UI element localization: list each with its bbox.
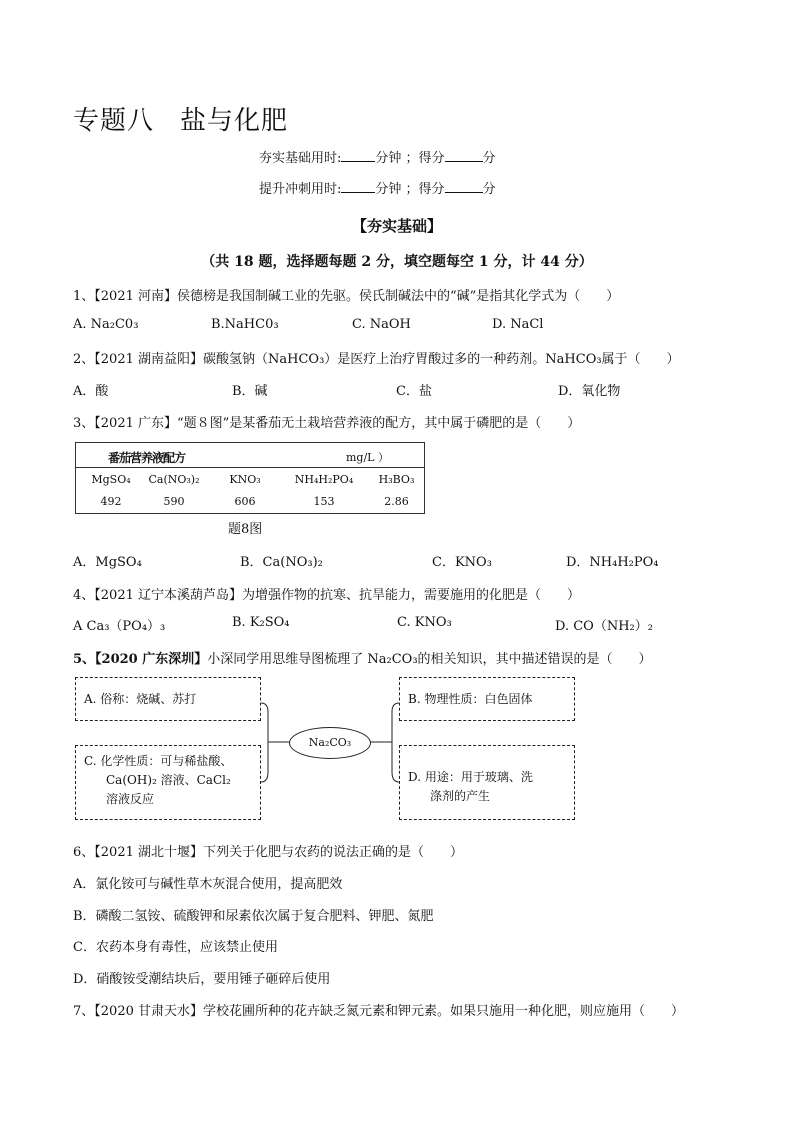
mind-map-center: Na₂CO₃: [289, 727, 371, 759]
section-note: （共 18 题，选择题每题 2 分，填空题每空 1 分，计 44 分）: [201, 254, 593, 270]
question-7: 7、【2020 甘肃天水】学校花圃所种的花卉缺乏氮元素和钾元素。如果只施用一种化肥，则应施用（ ）: [73, 1004, 685, 1019]
q6-option-b: B．磷酸二氢铵、硫酸钾和尿素依次属于复合肥料、钾肥、氮肥: [73, 909, 434, 924]
title-sub: 盐与化肥: [180, 106, 289, 136]
table-col-header: KNO₃: [229, 473, 261, 486]
question-2: 2、【2021 湖南益阳】碳酸氢钠（NaHCO₃）是医疗上治疗胃酸过多的一种药剂。NaHCO₃属于（ ）: [73, 352, 680, 367]
q2-option-a: A．酸: [73, 384, 109, 399]
q2-option-d: D．氧化物: [558, 384, 621, 399]
table-unit: mg/L ）: [346, 451, 389, 464]
table-cell: 606: [234, 495, 256, 508]
table-col-header: Ca(NO₃)₂: [148, 473, 200, 486]
q4-option-a: A Ca₃（PO₄）₃: [73, 619, 166, 634]
q3-option-c: C．KNO₃: [432, 555, 492, 570]
table-cell: 153: [313, 495, 335, 508]
q6-option-a: A．氯化铵可与碱性草木灰混合使用，提高肥效: [73, 877, 343, 892]
mind-map-box-c: C. 化学性质：可与稀盐酸、 Ca(OH)₂ 溶液、CaCl₂ 溶液反应: [75, 745, 261, 820]
q3-option-a: A．MgSO₄: [73, 555, 142, 570]
table-cell: 492: [100, 495, 122, 508]
table-cell: 590: [163, 495, 185, 508]
timer-basic: 夯实基础用时: 分钟 ；得分 分: [259, 151, 496, 166]
title-main: 专题八: [73, 106, 155, 136]
q1-option-b: B.NaHC0₃: [211, 317, 279, 332]
table-head: 番茄营养液配方: [108, 451, 186, 465]
q3-option-b: B．Ca(NO₃)₂: [240, 555, 323, 570]
mind-map-box-a: A. 俗称：烧碱、苏打: [75, 677, 261, 721]
mind-map-box-d: D. 用途：用于玻璃、洗 涤剂的产生: [399, 745, 575, 820]
question-6: 6、【2021 湖北十堰】下列关于化肥与农药的说法正确的是（ ）: [73, 845, 464, 860]
q1-option-a: A. Na₂C0₃: [73, 317, 139, 332]
question-5: 5、【2020 广东深圳】小深同学用思维导图梳理了 Na₂CO₃的相关知识，其中描述错误的是（ ）: [73, 652, 652, 667]
timer-advanced: 提升冲刺用时: 分钟 ；得分 分: [259, 182, 496, 197]
table-col-header: NH₄H₂PO₄: [294, 473, 354, 486]
question-1: 1、【2021 河南】侯德榜是我国制碱工业的先驱。侯氏制碱法中的“碱”是指其化学式为（ ）: [73, 289, 620, 304]
q3-option-d: D．NH₄H₂PO₄: [566, 555, 659, 570]
q2-option-b: B．碱: [232, 384, 268, 399]
table-cell: 2.86: [384, 495, 409, 508]
table-col-header: H₃BO₃: [378, 473, 415, 486]
q6-option-c: C．农药本身有毒性，应该禁止使用: [73, 940, 278, 955]
q2-option-c: C．盐: [396, 384, 432, 399]
q4-option-c: C. KNO₃: [397, 615, 452, 630]
table-col-header: MgSO₄: [91, 473, 131, 486]
q1-option-c: C. NaOH: [352, 317, 411, 332]
section-heading: 【夯实基础】: [351, 217, 442, 235]
q4-option-b: B. K₂SO₄: [232, 615, 290, 630]
mind-map-box-b: B. 物理性质：白色固体: [399, 677, 575, 721]
question-3: 3、【2021 广东】“题８图”是某番茄无土栽培营养液的配方，其中属于磷肥的是（ ）: [73, 416, 581, 431]
question-4: 4、【2021 辽宁本溪葫芦岛】为增强作物的抗寒、抗旱能力，需要施用的化肥是（ ）: [73, 588, 581, 603]
q1-option-d: D. NaCl: [492, 317, 544, 332]
q4-option-d: D. CO（NH₂）₂: [555, 619, 653, 634]
q6-option-d: D．硝酸铵受潮结块后，要用锤子砸碎后使用: [73, 972, 331, 987]
figure-caption: 题8图: [228, 522, 263, 537]
